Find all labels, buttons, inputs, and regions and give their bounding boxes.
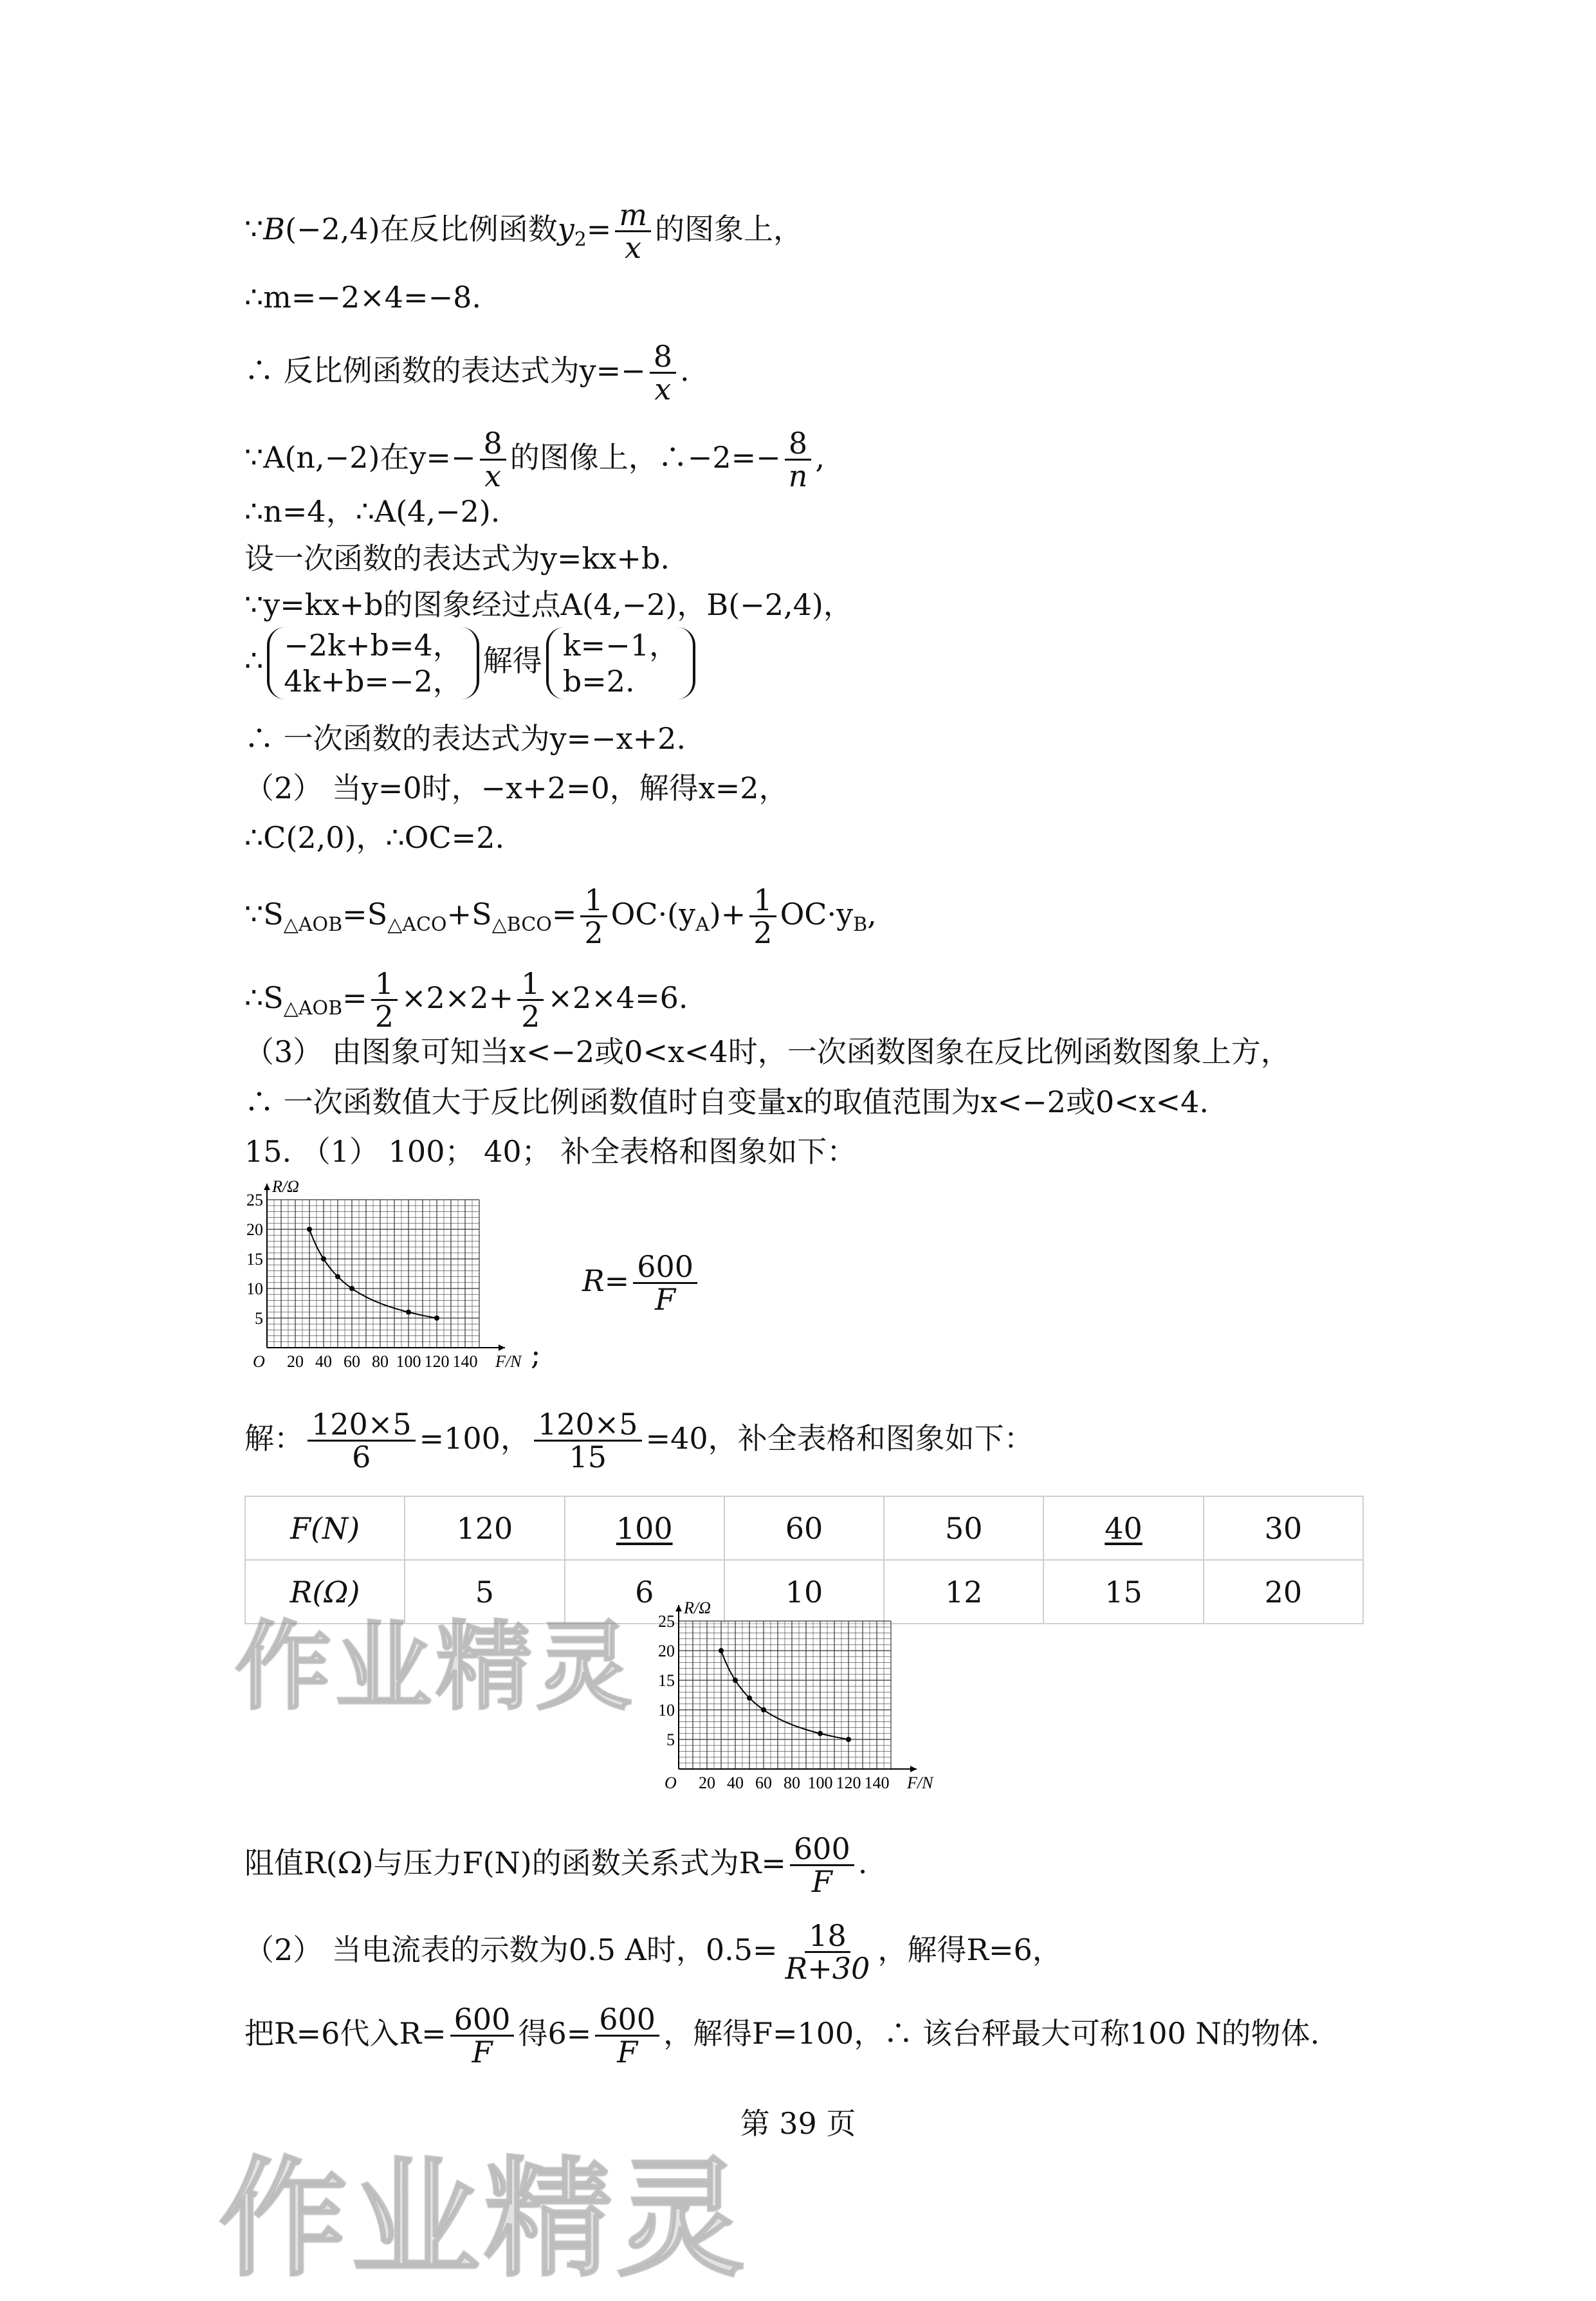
numerator: 1	[371, 968, 398, 1001]
text: +S	[446, 896, 492, 931]
fraction-600-over-f	[450, 2004, 515, 2068]
text: ×2×4=6.	[547, 980, 688, 1015]
text: ，解得F=100，∴ 该台秤最大可称100 N的物体.	[663, 2015, 1320, 2051]
fraction-600-over-f	[633, 1251, 697, 1316]
denominator: F	[472, 2035, 493, 2070]
denominator: 2	[374, 999, 394, 1034]
x-axis-arrow	[499, 1344, 505, 1351]
numerator: 600	[450, 2004, 515, 2037]
text: R=	[582, 1263, 630, 1298]
x-axis-arrow	[910, 1766, 917, 1772]
text: 的图象上，	[654, 211, 803, 246]
numerator: 600	[595, 2004, 659, 2037]
x-tick-label: 60	[755, 1774, 772, 1792]
x-tick-label: 20	[699, 1774, 715, 1792]
denominator: F	[655, 1282, 676, 1317]
solution-line-11	[244, 818, 504, 857]
numerator: 600	[790, 1833, 854, 1866]
text: ∵y=kx+b的图象经过点A(4,−2)，B(−2,4)，	[244, 587, 853, 622]
text: ，解得R=6，	[877, 1932, 1062, 1967]
equation: −2k+b=4，	[284, 628, 463, 663]
x-tick-label: 20	[287, 1352, 304, 1371]
data-point	[307, 1227, 312, 1232]
text: 阻值R(Ω)与压力F(N)的函数关系式为R=	[244, 1845, 786, 1880]
text: ∴S	[244, 980, 284, 1015]
table-cell: 5	[405, 1560, 564, 1624]
data-point	[321, 1256, 326, 1261]
fraction	[307, 1409, 416, 1473]
solution-line-6	[244, 539, 670, 578]
table-cell: 50	[884, 1496, 1043, 1560]
fraction-half	[749, 885, 776, 949]
x-axis-label: F/N	[495, 1352, 522, 1371]
x-tick-label: 120	[424, 1352, 450, 1371]
denominator: F	[811, 1864, 832, 1900]
table-row-header: F(N)	[245, 1496, 405, 1560]
solution-line-4	[244, 428, 825, 492]
text: （2） 当电流表的示数为0.5 A时，0.5=	[244, 1932, 778, 1967]
text: 得6=	[518, 2015, 592, 2051]
text: 把R=6代入R=	[244, 2015, 446, 2051]
solution-line-15	[244, 1083, 1209, 1121]
text: 在反比例函数	[380, 211, 558, 246]
fraction-8-over-x	[650, 341, 676, 405]
denominator: x	[654, 372, 672, 407]
x-tick-label: 140	[864, 1774, 890, 1792]
y-axis-arrow	[264, 1184, 270, 1190]
text: （2） 当y=0时，−x+2=0，解得x=2，	[244, 771, 789, 805]
equation: 4k+b=−2，	[284, 664, 463, 699]
fraction-600-over-f	[595, 2004, 659, 2068]
data-point	[818, 1731, 823, 1736]
fraction-half	[580, 885, 607, 949]
fraction-m-over-x	[615, 199, 651, 264]
subscript: 2	[574, 228, 587, 251]
y-tick-label: 20	[658, 1642, 675, 1660]
text: ∴m=−2×4=−8.	[244, 280, 482, 315]
solution-system	[546, 627, 695, 699]
table-cell: 15	[1043, 1560, 1203, 1624]
denominator: 15	[569, 1440, 607, 1475]
data-point	[434, 1316, 439, 1321]
x-tick-label: 60	[344, 1352, 360, 1371]
data-point	[335, 1274, 340, 1279]
denominator: x	[484, 459, 502, 494]
solution-line-7	[244, 585, 853, 624]
text: =	[342, 980, 367, 1015]
text: =100，	[419, 1420, 530, 1456]
watermark: 作业精灵	[235, 1611, 637, 1723]
fraction-8-over-n	[785, 428, 812, 492]
table-row	[245, 1496, 1363, 1560]
data-point	[846, 1737, 851, 1742]
text: 解：	[244, 1420, 304, 1456]
subscript: △AOB	[283, 913, 343, 936]
table-cell: 10	[724, 1560, 884, 1624]
y-tick-label: 25	[658, 1612, 675, 1631]
text: 设一次函数的表达式为y=kx+b.	[244, 541, 670, 576]
page-number: 第 39 页	[740, 2106, 856, 2141]
denominator: R+30	[785, 1951, 870, 1986]
fraction-18-over-r30	[782, 1920, 874, 1985]
watermark: 作业精灵	[219, 2145, 749, 2295]
point-b: B	[263, 211, 286, 246]
denominator: 2	[753, 915, 773, 951]
denominator: 2	[521, 999, 540, 1034]
data-point	[719, 1648, 724, 1653]
text: 解得	[482, 643, 542, 678]
x-tick-label: 80	[372, 1352, 389, 1371]
fraction-half	[371, 968, 398, 1032]
denominator: n	[788, 459, 808, 494]
text: ∴n=4，∴A(4,−2).	[244, 494, 500, 529]
x-tick-label: 100	[807, 1774, 833, 1792]
fraction-8-over-x	[480, 428, 506, 492]
solution-line-2	[244, 278, 481, 316]
solution-line-8	[244, 627, 699, 699]
solution-line-5	[244, 492, 500, 531]
y-axis-label: R/Ω	[272, 1177, 299, 1196]
table-cell: 20	[1204, 1560, 1363, 1624]
y2-var: y	[557, 211, 574, 246]
denominator: 2	[584, 915, 603, 951]
equals: =	[586, 211, 612, 246]
solution-line-20	[244, 1920, 1062, 1985]
data-point	[747, 1696, 752, 1701]
text: OC·(y	[610, 896, 696, 931]
question-15-header	[244, 1132, 856, 1171]
point-b-coords: (−2,4)	[285, 211, 380, 246]
data-point	[733, 1678, 738, 1683]
table-cell: 30	[1204, 1496, 1363, 1560]
x-tick-label: 100	[396, 1352, 421, 1371]
y-axis-label: R/Ω	[684, 1599, 711, 1617]
table-cell: 120	[405, 1496, 564, 1560]
solution-line-21	[244, 2004, 1319, 2068]
solution-line-19	[244, 1833, 867, 1898]
text: ,	[815, 439, 825, 475]
numerator: 1	[749, 885, 776, 917]
numerator: 1	[580, 885, 607, 917]
text: =40，补全表格和图象如下：	[645, 1420, 1034, 1456]
grid	[267, 1200, 479, 1348]
denominator: F	[617, 2035, 638, 2070]
subscript: A	[695, 913, 710, 936]
text: .	[858, 1845, 868, 1880]
denominator: 6	[352, 1440, 371, 1475]
fraction-600-over-f	[790, 1833, 854, 1898]
numerator: 120×5	[534, 1409, 642, 1442]
because-symbol: ∵	[244, 211, 264, 246]
semicolon: ;	[531, 1337, 541, 1371]
y-axis-arrow	[675, 1605, 682, 1611]
y-tick-label: 15	[246, 1250, 263, 1269]
grid	[679, 1621, 891, 1769]
text: ∴ 一次函数值大于反比例函数值时自变量x的取值范围为x<−2或0<x<4.	[244, 1085, 1209, 1119]
denominator: x	[625, 230, 642, 266]
solution-line-18	[244, 1409, 1034, 1473]
y-tick-label: 10	[246, 1279, 263, 1298]
solution-line-14	[244, 1032, 1290, 1071]
text: ∴ 一次函数的表达式为y=−x+2.	[244, 721, 686, 756]
text: =	[551, 896, 577, 931]
x-tick-label: 40	[727, 1774, 744, 1792]
text: ,	[867, 896, 877, 931]
y-tick-label: 10	[658, 1701, 675, 1719]
table-cell-filled: 100	[565, 1496, 724, 1560]
solution-line-13	[244, 968, 688, 1032]
text: ∴ 反比例函数的表达式为y=−	[244, 353, 646, 388]
text: =S	[342, 896, 388, 931]
text: ∵A(n,−2)在y=−	[244, 439, 476, 475]
text: )+	[709, 896, 746, 931]
numerator: 8	[480, 428, 506, 461]
y-tick-label: 15	[658, 1671, 675, 1690]
text: ∵S	[244, 896, 284, 931]
x-tick-label: 140	[452, 1352, 478, 1371]
numerator: 120×5	[307, 1409, 416, 1442]
x-tick-label: 120	[836, 1774, 861, 1792]
origin-label: O	[253, 1352, 265, 1371]
table-cell: 6	[565, 1560, 724, 1624]
text: 的图像上，∴−2=−	[509, 439, 781, 475]
fraction	[534, 1409, 642, 1473]
subscript: △AOB	[283, 996, 343, 1020]
data-point	[761, 1707, 766, 1712]
solution-line-1	[244, 199, 803, 264]
origin-label: O	[665, 1774, 677, 1792]
numerator: 8	[650, 341, 676, 374]
x-tick-label: 80	[784, 1774, 800, 1792]
text: OC·y	[780, 896, 854, 931]
y-tick-label: 5	[255, 1309, 263, 1328]
table-cell: 60	[724, 1496, 884, 1560]
table-cell-filled: 40	[1043, 1496, 1203, 1560]
y-tick-label: 20	[246, 1220, 263, 1239]
solution-line-3	[244, 341, 690, 405]
equation-system	[267, 627, 479, 699]
table-cell: 12	[884, 1560, 1043, 1624]
solution-line-10	[244, 769, 789, 807]
numerator: 8	[785, 428, 811, 461]
data-point	[349, 1286, 354, 1291]
text: .	[679, 353, 690, 388]
text: ∴C(2,0)，∴OC=2.	[244, 820, 505, 855]
resistance-force-chart-large	[643, 1595, 965, 1801]
numerator: m	[615, 199, 651, 232]
x-axis-label: F/N	[907, 1774, 933, 1792]
x-tick-label: 40	[315, 1352, 332, 1371]
text: ×2×2+	[401, 980, 514, 1015]
y-tick-label: 25	[246, 1191, 263, 1209]
subscript: △ACO	[387, 913, 447, 936]
numerator: 1	[517, 968, 544, 1001]
resistance-force-chart-small	[232, 1174, 553, 1380]
numerator: 18	[805, 1920, 850, 1953]
text: 15. （1） 100； 40； 补全表格和图象如下：	[244, 1134, 857, 1169]
numerator: 600	[633, 1251, 697, 1284]
solution-line-9	[244, 719, 686, 758]
data-point	[406, 1310, 411, 1315]
table-row-header: R(Ω)	[245, 1560, 405, 1624]
equation: k=−1，	[562, 628, 679, 663]
formula-r-600-over-f	[582, 1251, 701, 1316]
fraction-half	[517, 968, 544, 1032]
text: （3） 由图象可知当x<−2或0<x<4时，一次函数图象在反比例函数图象上方，	[244, 1034, 1290, 1069]
subscript: B	[853, 913, 868, 936]
y-tick-label: 5	[666, 1730, 675, 1749]
equation: b=2.	[562, 664, 635, 699]
therefore-symbol: ∴	[244, 643, 264, 678]
solution-line-12	[244, 885, 877, 949]
subscript: △BCO	[491, 913, 552, 936]
